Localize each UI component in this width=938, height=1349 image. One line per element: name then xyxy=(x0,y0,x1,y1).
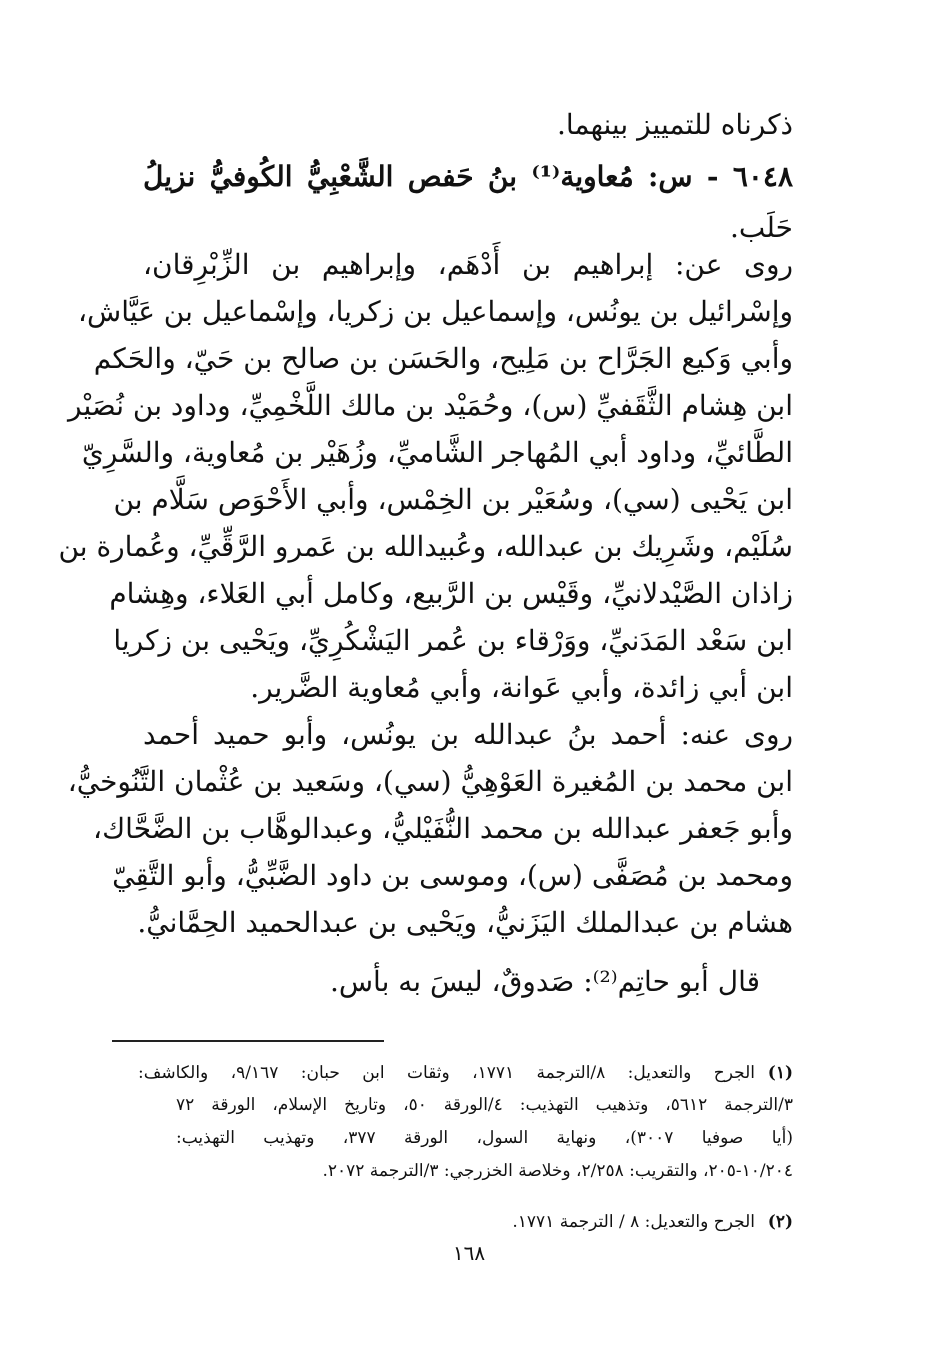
rawa-an-line-9: ابن سَعْد المَدَنيِّ، ووَرْقاء بن عُمر اليَشْكُرِيِّ، ويَحْيى بن زكريا xyxy=(113,624,793,657)
rawa-anhu-line-3: وأبو جَعفر عبدالله بن محمد النُّفَيْليُّ، وعبدالوهَّاب بن الضَّحَّاك، xyxy=(93,812,793,845)
footnote-2-marker: (٢) xyxy=(767,1212,793,1232)
rawa-anhu-line-4: ومحمد بن مُصَفَّى (س)، وموسى بن داود الضَّبِّيُّ، وأبو التَّقِيّ xyxy=(112,859,793,892)
footnote-separator xyxy=(112,1040,384,1042)
rawa-anhu-line-2: ابن محمد بن المُغيرة العَوْهِيُّ (سي)، وسَعيد بن عُثْمان التَّنُوخيُّ، xyxy=(67,765,793,798)
footnote-2-text: الجرح والتعديل: ٨ / الترجمة ١٧٧١. xyxy=(512,1212,755,1232)
footnote-1-marker: (١) xyxy=(767,1063,793,1083)
footnote-1-text-1: الجرح والتعديل: ٨/الترجمة ١٧٧١، وثقات ابن حبان: ٩/١٦٧، والكاشف: xyxy=(138,1063,755,1083)
rawa-anhu-line-5: هشام بن عبدالملك اليَزَنيُّ، ويَحْيى بن عبدالحميد الحِمَّانيُّ. xyxy=(137,906,793,939)
footnote-1-line-4: ١٠/٢٠٤-٢٠٥، والتقريب: ٢/٢٥٨، وخلاصة الخزرجي: ٣/الترجمة ٢٠٧٢. xyxy=(322,1161,793,1181)
rawa-an-line-8: زاذان الصَّيْدلانيِّ، وقَيْس بن الرَّبيع، وكامل أبي العَلاء، وهِشام xyxy=(109,577,793,610)
footnote-1-line-2: ٣/الترجمة ٥٦١٢، وتذهيب التهذيب: ٤/الورقة ٥٠، وتاريخ الإسلام، الورقة ٧٢ xyxy=(176,1095,794,1115)
rawa-an-line-5: الطَّائيِّ، وداود أبي المُهاجر الشَّاميِّ، وزُهَيْر بن مُعاوية، والسَّرِيّ xyxy=(81,436,793,469)
qala-abu-hatim-line: قال أبو حاتِم⁽²⁾: صَدوقٌ، ليسَ به بأس. xyxy=(329,965,760,998)
rawa-an-line-4: ابن هِشام الثَّقَفيِّ (س)، وحُمَيْد بن مالك اللَّخْمِيِّ، وداود بن نُصَيْر xyxy=(68,389,793,422)
entry-heading-continuation: حَلَب. xyxy=(730,211,793,244)
rawa-an-line-6: ابن يَحْيى (سي)، وسُعَيْر بن الخِمْس، وأبي الأَحْوَص سَلَّام بن xyxy=(113,483,793,516)
footnote-1-line-1 xyxy=(138,1058,793,1088)
rawa-an-line-1: روى عن: إبراهيم بن أَدْهَم، وإبراهيم بن الزِّبْرِقان، xyxy=(143,248,793,281)
rawa-an-line-3: وأبي وَكيع الجَرَّاح بن مَلِيح، والحَسَن بن صالح بن حَيّ، والحَكم xyxy=(93,342,793,375)
page-number: ١٦٨ xyxy=(452,1241,486,1265)
footnote-2-line xyxy=(138,1207,793,1237)
text-line-1: ذكرناه للتمييز بينهما. xyxy=(556,108,793,141)
rawa-an-line-7: سُلَيْم، وشَرِيك بن عبدالله، وعُبيدالله بن عَمرو الرَّقِّيِّ، وعُمارة بن xyxy=(58,530,793,563)
entry-heading-line: ٦٠٤٨ - س: مُعاوية⁽¹⁾ بنُ حَفص الشَّعْبِيُّ الكُوفيُّ نزيلُ xyxy=(143,160,793,193)
rawa-an-line-2: وإسْرائيل بن يونُس، وإسماعيل بن زكريا، وإسْماعيل بن عَيَّاش، xyxy=(78,295,793,328)
rawa-an-line-10: ابن أبي زائدة، وأبي عَوانة، وأبي مُعاوية الضَّرير. xyxy=(250,671,793,704)
footnote-1-line-3: (أيا صوفيا ٣٠٠٧)، ونهاية السول، الورقة ٣٧٧، وتهذيب التهذيب: xyxy=(176,1128,793,1148)
rawa-anhu-line-1: روى عنه: أحمد بنُ عبدالله بن يونُس، وأبو حميد أحمد xyxy=(143,718,793,751)
